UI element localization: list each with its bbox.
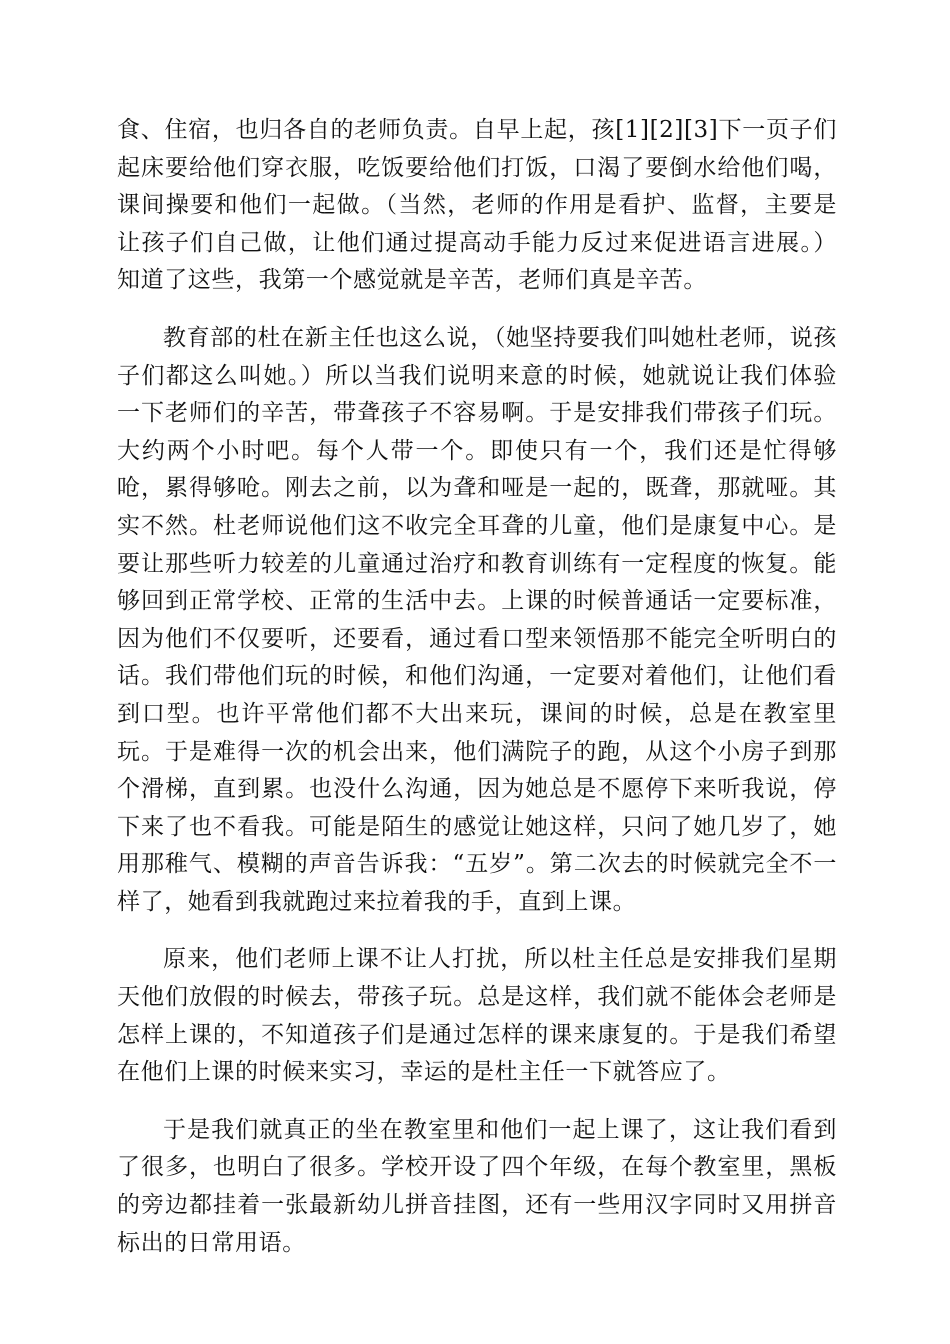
paragraph-3: 原来，他们老师上课不让人打扰，所以杜主任总是安排我们星期天他们放假的时候去，带孩子玩。总是这样，我们就不能体会老师是怎样上课的，不知道孩子们是通过怎样的课来康复的。于是我们希望在他们上课的时候来实习，幸运的是杜主任一下就答应了。 — [117, 946, 837, 1086]
paragraph-2: 教育部的杜在新主任也这么说，（她坚持要我们叫她杜老师，说孩子们都这么叫她。）所以当我们说明来意的时候，她就说让我们体验一下老师们的辛苦，带聋孩子不容易啊。于是安排我们带孩子们玩。大约两个小时吧。每个人带一个。即使只有一个，我们还是忙得够呛，累得够呛。刚去之前，以为聋和哑是一起的，既聋，那就哑。其实不然。杜老师说他们这不收完全耳聋的儿童，他们是康复中心。是要让那些听力较差的儿童通过治疗和教育训练有一定程度的恢复。能够回到正常学校、正常的生活中去。上课的时候普通话一定要标准，因为他们不仅要听，还要看，通过看口型来领悟那不能完全听明白的话。我们带他们玩的时候，和他们沟通，一定要对着他们，让他们看到口型。也许平常他们都不大出来玩，课间的时候，总是在教室里玩。于是难得一次的机会出来，他们满院子的跑，从这个小房子到那个滑梯，直到累。也没什么沟通，因为她总是不愿停下来听我说，停下来了也不看我。可能是陌生的感觉让她这样，只问了她几岁了，她用那稚气、模糊的声音告诉我：“五岁”。第二次去的时候就完全不一样了，她看到我就跑过来拉着我的手，直到上课。 — [117, 324, 837, 915]
document-body — [117, 112, 837, 1262]
paragraph-1: 食、住宿，也归各自的老师负责。自早上起，孩[1][2][3]下一页子们起床要给他们穿衣服，吃饭要给他们打饭，口渴了要倒水给他们喝，课间操要和他们一起做。（当然，老师的作用是看护、监督，主要是让孩子们自己做，让他们通过提高动手能力反过来促进语言进展。）知道了这些，我第一个感觉就是辛苦，老师们真是辛苦。 — [117, 117, 837, 294]
paragraph-4: 于是我们就真正的坐在教室里和他们一起上课了，这让我们看到了很多，也明白了很多。学校开设了四个年级，在每个教室里，黑板的旁边都挂着一张最新幼儿拼音挂图，还有一些用汉字同时又用拼音标出的日常用语。 — [117, 1116, 837, 1256]
